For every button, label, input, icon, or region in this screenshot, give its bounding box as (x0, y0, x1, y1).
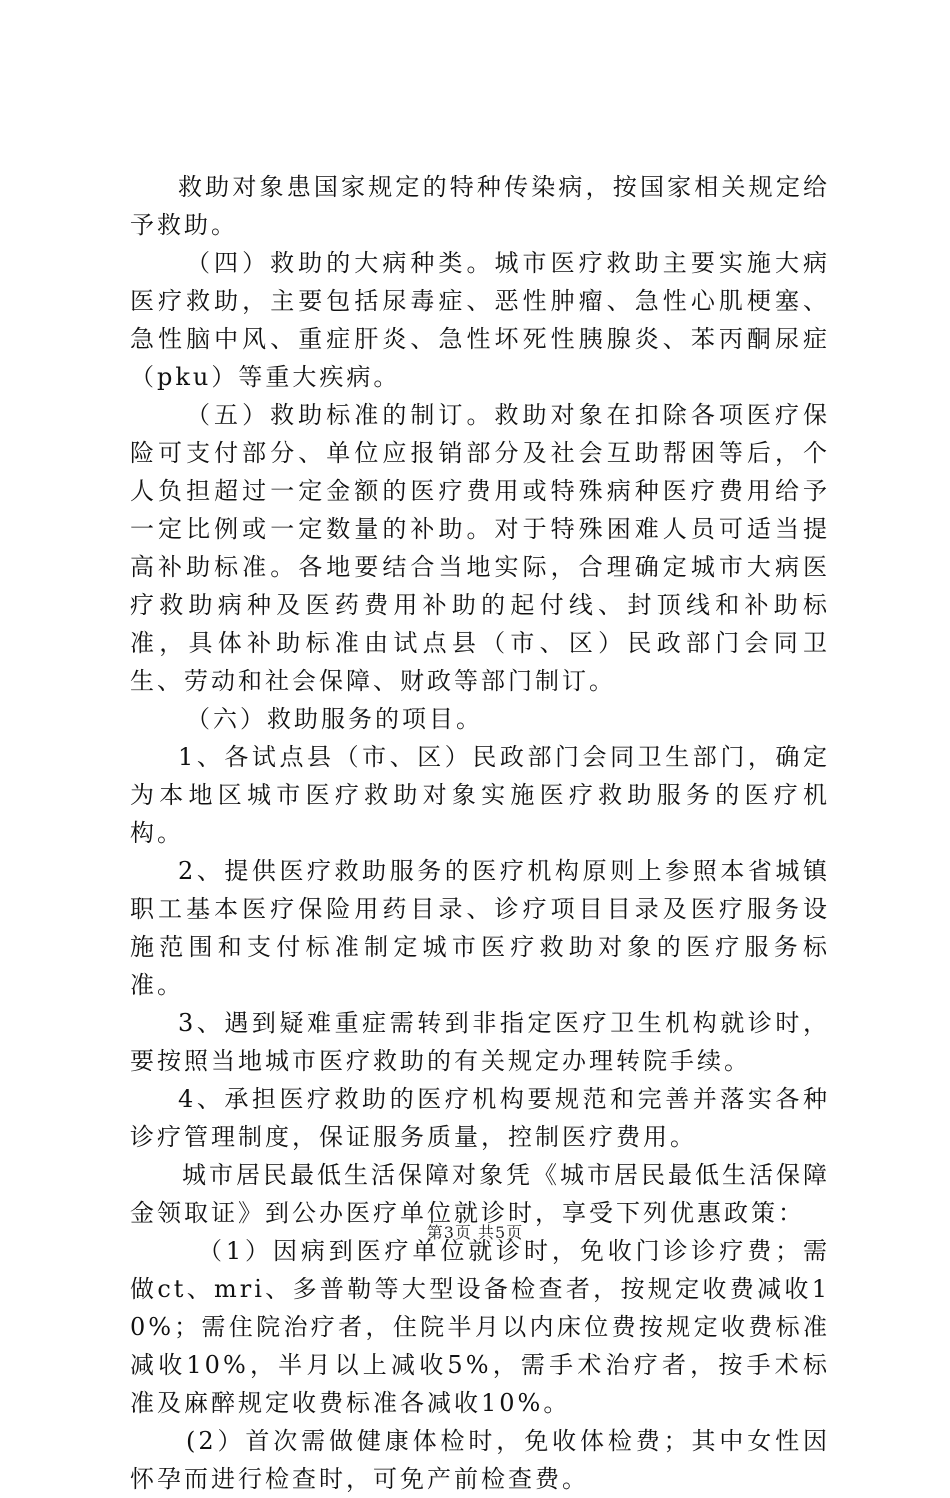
paragraph-minimum-living-guarantee: 城市居民最低生活保障对象凭《城市居民最低生活保障金领取证》到公办医疗单位就诊时，享受下列优惠政策： (130, 1161, 830, 1227)
paragraph-special-infectious-disease: 救助对象患国家规定的特种传染病，按国家相关规定给予救助。 (130, 173, 830, 239)
paragraph-policy-1: （1）因病到医疗单位就诊时，免收门诊诊疗费；需做ct、mri、多普勒等大型设备检查者，按规定收费减收10%；需住院治疗者，住院半月以内床位费按规定收费标准减收10%，半月以上减收5%，需手术治疗者，按手术标准及麻醉规定收费标准各减收10%。 (130, 1237, 830, 1417)
paragraph-section-6-service-items: （六）救助服务的项目。 (186, 705, 483, 733)
paragraph-item-4: 4、承担医疗救助的医疗机构要规范和完善并落实各种诊疗管理制度，保证服务质量，控制医疗费用。 (130, 1085, 830, 1151)
paragraph-item-1: 1、各试点县（市、区）民政部门会同卫生部门，确定为本地区城市医疗救助对象实施医疗救助服务的医疗机构。 (130, 743, 830, 847)
page-number-footer: 第3页 共5页 (426, 1223, 524, 1242)
paragraph-item-3: 3、遇到疑难重症需转到非指定医疗卫生机构就诊时，要按照当地城市医疗救助的有关规定办理转院手续。 (130, 1009, 830, 1075)
paragraph-section-4-disease-types: （四）救助的大病种类。城市医疗救助主要实施大病医疗救助，主要包括尿毒症、恶性肿瘤、急性心肌梗塞、急性脑中风、重症肝炎、急性坏死性胰腺炎、苯丙酮尿症（pku）等重大疾病。 (130, 249, 830, 391)
paragraph-policy-2: (2）首次需做健康体检时，免收体检费；其中女性因怀孕而进行检查时，可免产前检查费。 (130, 1427, 830, 1493)
document-body (130, 168, 830, 1498)
paragraph-item-2: 2、提供医疗救助服务的医疗机构原则上参照本省城镇职工基本医疗保险用药目录、诊疗项目目录及医疗服务设施范围和支付标准制定城市医疗救助对象的医疗服务标准。 (130, 857, 830, 999)
paragraph-section-5-standards: （五）救助标准的制订。救助对象在扣除各项医疗保险可支付部分、单位应报销部分及社会互助帮困等后，个人负担超过一定金额的医疗费用或特殊病种医疗费用给予一定比例或一定数量的补助。对于特殊困难人员可适当提高补助标准。各地要结合当地实际，合理确定城市大病医疗救助病种及医药费用补助的起付线、封顶线和补助标准，具体补助标准由试点县（市、区）民政部门会同卫生、劳动和社会保障、财政等部门制订。 (130, 401, 830, 695)
